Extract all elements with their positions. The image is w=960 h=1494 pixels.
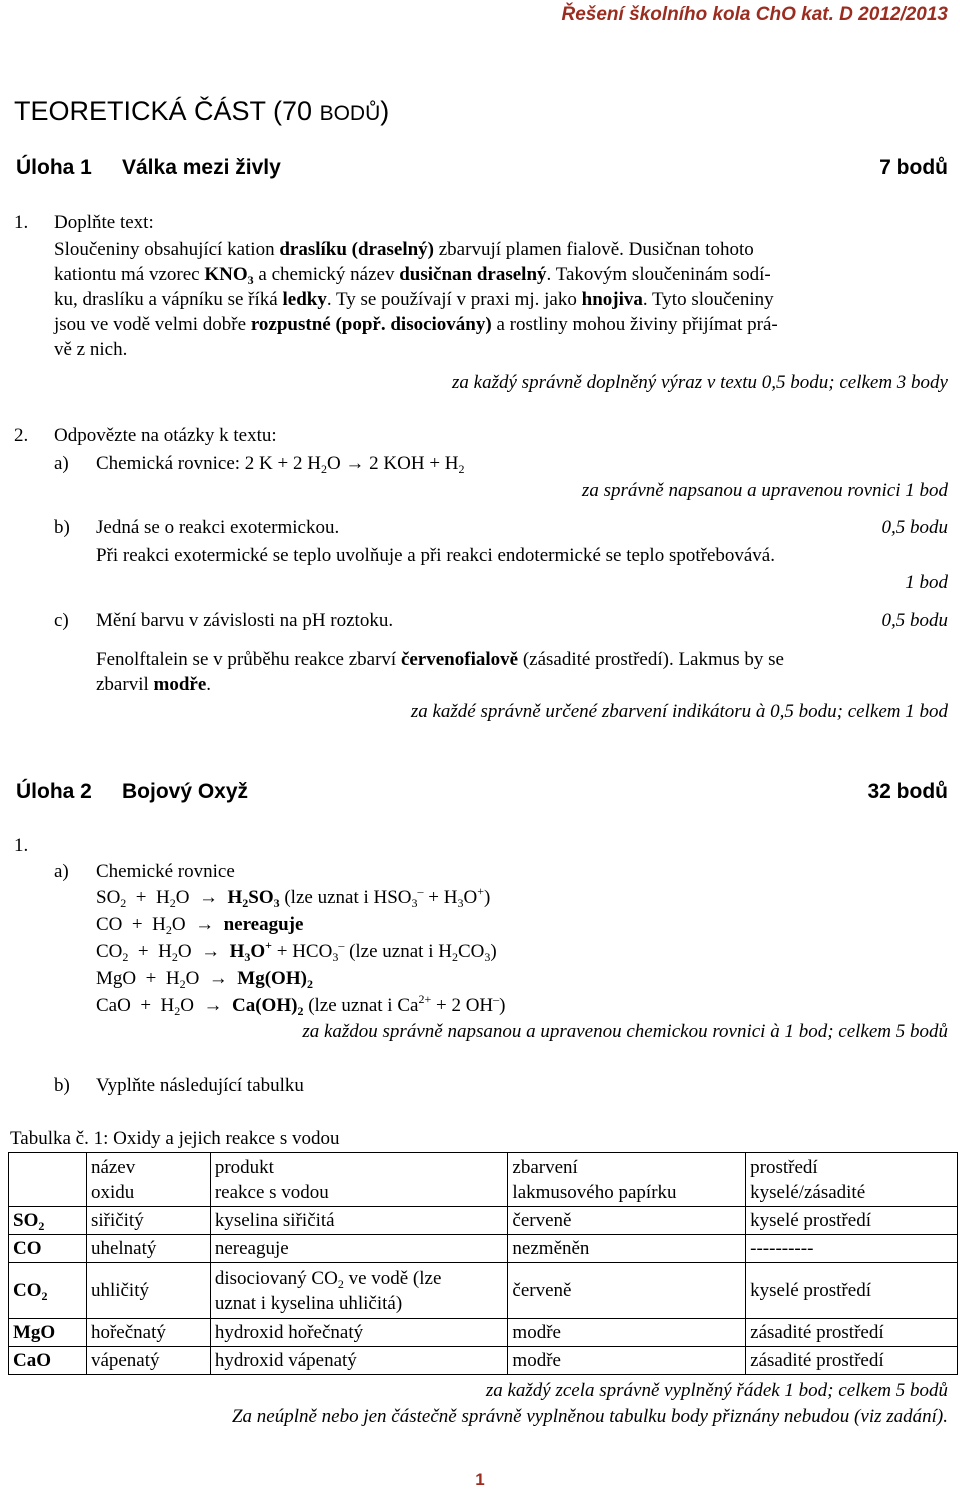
equation-5: CaO + $H_2O \to Ca(OH)_2$ (lze uznat i $Ca^{2+} + 2$ OH–) xyxy=(96,992,506,1018)
task1-q1-text: Sloučeniny obsahující kation draslíku (draselný) zbarvují plamen fialově. Dusičnan tohoto kationtu má vzorec $KNO_3$ a chemický název dusičnan draselný. Takovým sloučeninám sodí- ku, draslíku a vápníku se říká ledky. Ty se používají v praxi mj. jako hnojiva. Tyto sloučeniny jsou ve vodě velmi dobře rozpustné (popř. disociovány) a rostliny mohou živiny přijímat prá- vě z nich. xyxy=(54,239,778,360)
task1-q2b-label: b) xyxy=(54,517,70,538)
task1-q1-score: za každý správně doplněný výraz v textu 0,5 bodu; celkem 3 body xyxy=(452,372,948,393)
cell-product: kyselina siřičitá xyxy=(210,1207,508,1235)
equation-4: MgO + $H_2O \to Mg(OH)_2$ xyxy=(96,968,313,991)
task2-q1a-score: za každou správně napsanou a upravenou chemickou rovnici à 1 bod; celkem 5 bodů xyxy=(302,1021,948,1042)
cell-product: hydroxid hořečnatý xyxy=(210,1319,508,1347)
table-row xyxy=(9,1263,958,1319)
cell-environment: kyselé prostředí xyxy=(746,1263,958,1319)
cell-color: červeně xyxy=(508,1263,746,1319)
table-caption: Tabulka č. 1: Oxidy a jejich reakce s vodou xyxy=(10,1128,340,1149)
task1-q2b-points2: 1 bod xyxy=(905,572,948,593)
task1-label: Úloha 1 xyxy=(16,156,92,179)
task1-q2a-label: a) xyxy=(54,453,69,474)
task2-q1a-label: a) xyxy=(54,861,69,882)
cell-color: nezměněn xyxy=(508,1235,746,1263)
task1-q2c-score: za každé správně určené zbarvení indikátoru à 0,5 bodu; celkem 1 bod xyxy=(410,701,948,722)
cell-formula: $SO_2$ xyxy=(9,1207,87,1235)
table-header-name: název oxidu xyxy=(86,1153,210,1207)
cell-environment: zásadité prostředí xyxy=(746,1319,958,1347)
task1-q2c-label: c) xyxy=(54,610,69,631)
document-header: Řešení školního kola ChO kat. D 2012/2013 xyxy=(561,4,948,25)
cell-color: modře xyxy=(508,1319,746,1347)
cell-product: nereaguje xyxy=(210,1235,508,1263)
task1-points: 7 bodů xyxy=(879,156,948,179)
cell-name: hořečnatý xyxy=(86,1319,210,1347)
cell-product: disociovaný $CO_2$ ve vodě (lze uznat i kyselina uhličitá) xyxy=(210,1263,508,1319)
cell-environment: zásadité prostředí xyxy=(746,1347,958,1375)
task1-q2b-points: 0,5 bodu xyxy=(881,517,948,538)
task1-q1-number: 1. xyxy=(14,212,29,233)
task1-q2c-points: 0,5 bodu xyxy=(881,610,948,631)
table-score: za každý zcela správně vyplněný řádek 1 bod; celkem 5 bodů xyxy=(485,1380,948,1401)
cell-name: siřičitý xyxy=(86,1207,210,1235)
task1-q2a-score: za správně napsanou a upravenou rovnici 1 bod xyxy=(581,480,948,501)
table-header-environment: prostředí kyselé/zásadité xyxy=(746,1153,958,1207)
cell-color: modře xyxy=(508,1347,746,1375)
table-row xyxy=(9,1347,958,1375)
cell-name: vápenatý xyxy=(86,1347,210,1375)
cell-environment: kyselé prostředí xyxy=(746,1207,958,1235)
cell-formula: $CO_2$ xyxy=(9,1263,87,1319)
page-number: 1 xyxy=(475,1470,485,1489)
cell-environment: ---------- xyxy=(746,1235,958,1263)
task1-q2-number: 2. xyxy=(14,425,29,446)
task1-q2b-text: Jedná se o reakci exotermickou. xyxy=(96,517,340,538)
cell-formula: CO xyxy=(9,1235,87,1263)
table-note: Za neúplně nebo jen částečně správně vyplněnou tabulku body přiznány nebudou (viz zadání). xyxy=(231,1406,948,1427)
task1-q2-prompt: Odpovězte na otázky k textu: xyxy=(54,425,277,446)
task2-q1a-title: Chemické rovnice xyxy=(96,861,235,882)
task1-name: Válka mezi živly xyxy=(122,156,281,179)
part-title: TEORETICKÁ ČÁST (70 BODŮ) xyxy=(14,96,390,126)
table-header-product: produkt reakce s vodou xyxy=(210,1153,508,1207)
cell-product: hydroxid vápenatý xyxy=(210,1347,508,1375)
task1-q2b-explanation: Při reakci exotermické se teplo uvolňuje a při reakci endotermické se teplo spotřebovává. xyxy=(96,545,775,566)
equation-1: $SO_2 + H_2O \to H_2SO_3$ (lze uznat i $HSO_3^- + H_3O^+$) xyxy=(96,884,491,910)
oxides-table xyxy=(8,1152,958,1375)
task2-q1b-text: Vyplňte následující tabulku xyxy=(96,1075,304,1096)
task1-q2a-equation: Chemická rovnice: 2 K + 2 $H_2O \to 2$ KOH + $H_2$ xyxy=(96,453,465,476)
cell-name: uhelnatý xyxy=(86,1235,210,1263)
task2-points: 32 bodů xyxy=(867,780,948,803)
task2-q1-number: 1. xyxy=(14,835,29,856)
table-header-color: zbarvení lakmusového papírku xyxy=(508,1153,746,1207)
table-row xyxy=(9,1319,958,1347)
table-header-row xyxy=(9,1153,958,1207)
task2-q1b-label: b) xyxy=(54,1075,70,1096)
task2-label: Úloha 2 xyxy=(16,780,92,803)
cell-formula: MgO xyxy=(9,1319,87,1347)
table-header-formula xyxy=(9,1153,87,1207)
task1-q2c-text: Mění barvu v závislosti na pH roztoku. xyxy=(96,610,394,631)
equation-3: $CO_2 + H_2O \to H_3O^+ + HCO_3^-$ (lze uznat i $H_2CO_3$) xyxy=(96,938,497,964)
equation-2: CO + $H_2O$ → nereaguje xyxy=(96,914,304,937)
task1-q1-prompt: Doplňte text: xyxy=(54,212,154,233)
task1-q2c-answer: Fenolftalein se v průběhu reakce zbarví červenofialově (zásadité prostředí). Lakmus by se zbarvil modře. xyxy=(96,649,784,695)
cell-name: uhličitý xyxy=(86,1263,210,1319)
table-row xyxy=(9,1235,958,1263)
task2-name: Bojový Oxyž xyxy=(122,780,249,803)
table-row xyxy=(9,1207,958,1235)
cell-color: červeně xyxy=(508,1207,746,1235)
cell-formula: CaO xyxy=(9,1347,87,1375)
